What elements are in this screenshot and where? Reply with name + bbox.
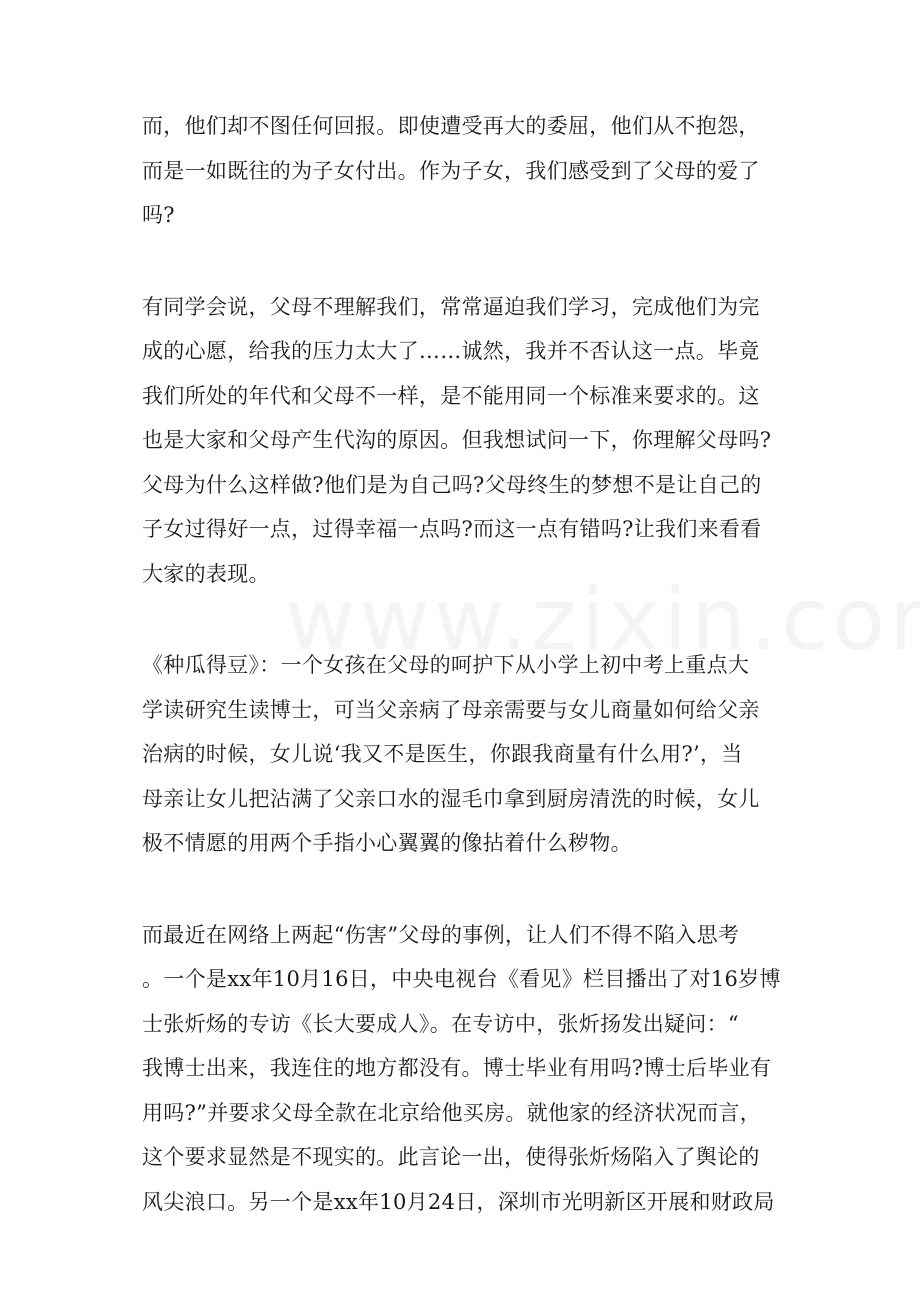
text-line: 大家的表现。 — [142, 561, 270, 586]
text-line: 子女过得好一点，过得幸福一点吗?而这一点有错吗?让我们来看看 — [142, 517, 762, 541]
text-line: 成的心愿，给我的压力太大了……诚然，我并不否认这一点。毕竟 — [142, 339, 760, 363]
text-line: 用吗?”并要求父母全款在北京给他买房。就他家的经济状况而言， — [142, 1100, 761, 1125]
text-line: 父母为什么这样做?他们是为自己吗?父母终生的梦想不是让自己的 — [142, 472, 762, 497]
text-line: 而最近在网络上两起“伤害”父母的事例，让人们不得不陷入思考 — [142, 922, 740, 947]
text-line: 这个要求显然是不现实的。此言论一出，使得张炘炀陷入了舆论的 — [142, 1145, 760, 1169]
paragraph-1 — [142, 104, 782, 238]
text-line: 我们所处的年代和父母不一样，是不能用同一个标准来要求的。这 — [142, 383, 760, 408]
paragraph-4 — [142, 913, 782, 1225]
text-line: 而是一如既往的为子女付出。作为子女，我们感受到了父母的爱了 — [142, 158, 760, 183]
text-line: 治病的时候，女儿说‘我又不是医生，你跟我商量有什么用?’，当 — [142, 742, 743, 766]
text-line: 极不情愿的用两个手指小心翼翼的像拈着什么秽物。 — [142, 831, 632, 855]
paragraph-3 — [142, 643, 782, 866]
text-line: 也是大家和父母产生代沟的原因。但我想试问一下，你理解父母吗? — [142, 428, 772, 452]
text-line: 士张炘炀的专访《长大要成人》。在专访中，张炘扬发出疑问：“ — [142, 1011, 739, 1036]
paragraph-2 — [142, 285, 782, 597]
text-line: 吗? — [142, 203, 175, 227]
text-line: 母亲让女儿把沾满了父亲口水的湿毛巾拿到厨房清洗的时候，女儿 — [142, 786, 760, 811]
text-line: 风尖浪口。另一个是xx年10月24日，深圳市光明新区开展和财政局 — [142, 1189, 775, 1214]
text-line: 而，他们却不图任何回报。即使遭受再大的委屈，他们从不抱怨， — [142, 114, 760, 138]
text-line: 学读研究生读博士，可当父亲病了母亲需要与女儿商量如何给父亲 — [142, 697, 760, 722]
text-line: 有同学会说，父母不理解我们，常常逼迫我们学习，完成他们为完 — [142, 294, 760, 319]
text-line: 《种瓜得豆》：一个女孩在父母的呵护下从小学上初中考上重点大 — [142, 653, 750, 677]
text-line: 。一个是xx年10月16日，中央电视台《看见》栏目播出了对16岁博 — [142, 967, 781, 991]
text-line: 我博士出来，我连住的地方都没有。博士毕业有用吗?博士后毕业有 — [142, 1056, 772, 1080]
document-body — [142, 104, 782, 1271]
